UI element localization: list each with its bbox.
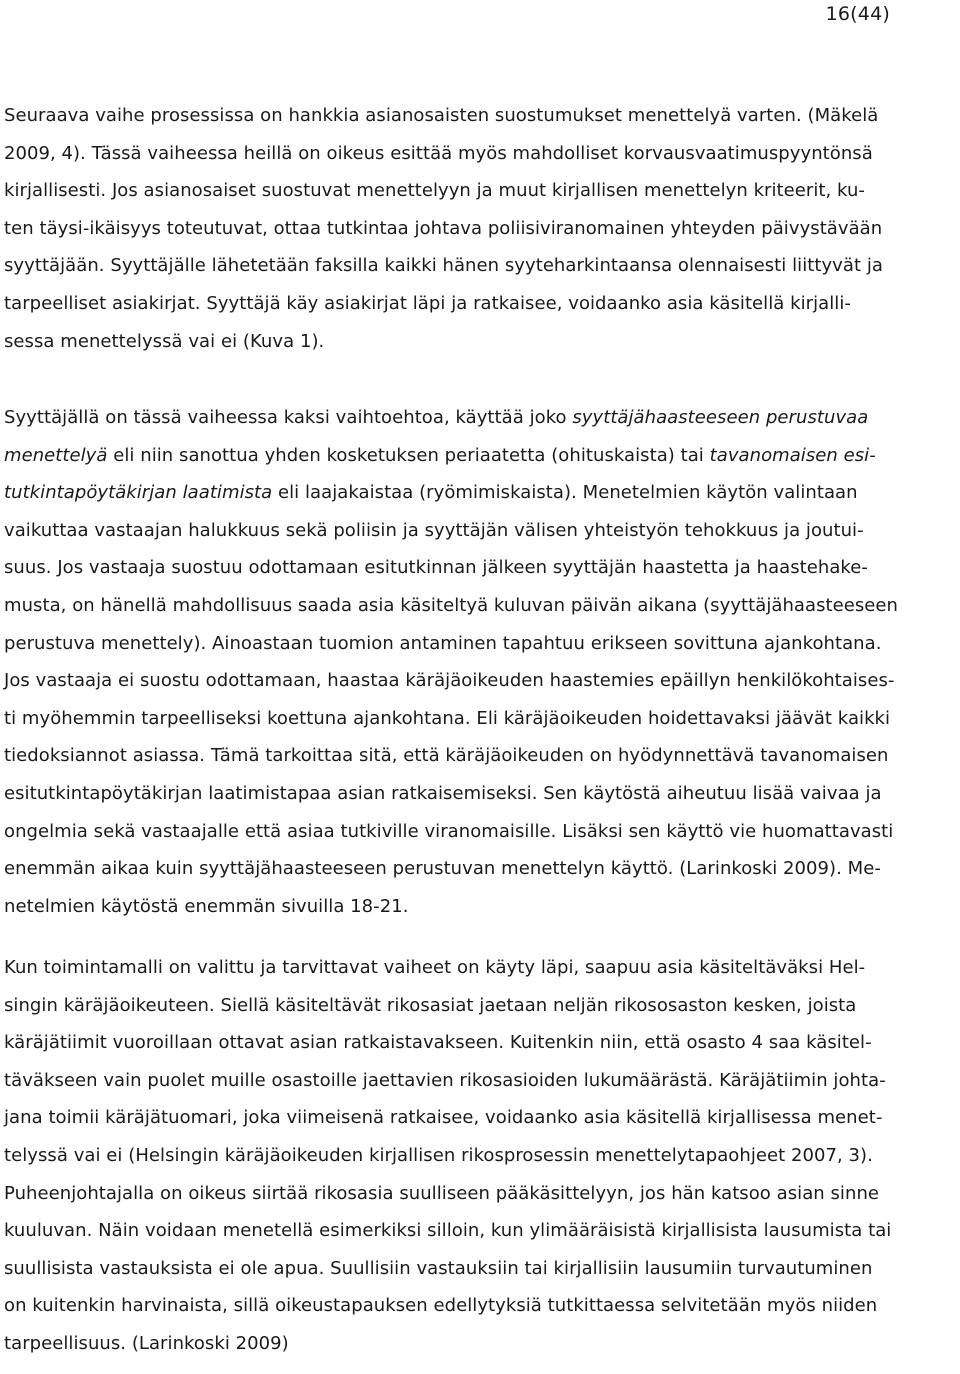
- text-line: jana toimii käräjätuomari, joka viimeisenä ratkaisee, voidaanko asia käsitellä kirjallisessa menet-: [4, 1107, 883, 1129]
- text-line: esitutkintapöytäkirjan laatimistapaa asian ratkaisemiseksi. Sen käytöstä aiheutuu lisää vaivaa ja: [4, 783, 882, 804]
- text-line: telyssä vai ei (Helsingin käräjäoikeuden kirjallisen rikosprosessin menettelytapaohjeet 2007, 3).: [4, 1145, 873, 1166]
- text-line: tiedoksiannot asiassa. Tämä tarkoittaa sitä, että käräjäoikeuden on hyödynnettävä tavanomaisen: [4, 745, 889, 767]
- text-line: vaikuttaa vastaajan halukkuus sekä poliisin ja syyttäjän välisen yhteistyön tehokkuus ja joutui-: [4, 519, 864, 541]
- emphasized-term: tutkintapöytäkirjan laatimista: [4, 482, 273, 504]
- text-line: enemmän aikaa kuin syyttäjähaasteeseen perustuvan menettelyn käyttö. (Larinkoski 2009). Me-: [4, 858, 881, 880]
- text-line: ti myöhemmin tarpeelliseksi koettuna ajankohtana. Eli käräjäoikeuden hoidettavaksi jäävät kaikki: [4, 707, 891, 729]
- text-line: tarpeellisuus. (Larinkoski 2009): [4, 1333, 289, 1354]
- text-line: singin käräjäoikeuteen. Siellä käsiteltävät rikosasiat jaetaan neljän rikososaston kesken, joista: [4, 994, 857, 1016]
- text-line: Jos vastaaja ei suostu odottamaan, haastaa käräjäoikeuden haastemies epäillyn henkilökohtaises-: [4, 670, 895, 692]
- text-run: eli niin sanottua yhden kosketuksen periaatetta (ohituskaista) tai: [107, 444, 710, 466]
- text-line: 2009, 4). Tässä vaiheessa heillä on oikeus esittää myös mahdolliset korvausvaatimuspyyntönsä: [4, 142, 873, 164]
- text-line: sessa menettelyssä vai ei (Kuva 1).: [4, 330, 325, 352]
- emphasized-term: syyttäjähaasteeseen perustuvaa: [572, 407, 869, 428]
- text-line: ten täysi-ikäisyys toteutuvat, ottaa tutkintaa johtava poliisiviranomainen yhteyden päivystävään: [4, 217, 883, 239]
- text-line: käräjätiimit vuoroillaan ottavat asian ratkaistavakseen. Kuitenkin niin, että osasto 4 saa käsitel-: [4, 1032, 872, 1054]
- text-line: netelmien käytöstä enemmän sivuilla 18-21.: [4, 895, 409, 917]
- text-line: Kun toimintamalli on valittu ja tarvittavat vaiheet on käyty läpi, saapuu asia käsiteltäväksi Hel-: [4, 957, 866, 978]
- text-line: suullisista vastauksista ei ole apua. Suullisiin vastauksiin tai kirjallisiin lausumiin turvautuminen: [4, 1257, 873, 1279]
- text-line: Puheenjohtajalla on oikeus siirtää rikosasia suulliseen pääkäsittelyyn, jos hän katsoo asian sinne: [4, 1182, 880, 1204]
- text-line: Seuraava vaihe prosessissa on hankkia asianosaisten suostumukset menettelyä varten. (Mäkelä: [4, 105, 879, 126]
- text-line: kirjallisesti. Jos asianosaiset suostuvat menettelyyn ja muut kirjallisen menettelyn kriteerit, ku-: [4, 180, 865, 202]
- text-line: [4, 444, 876, 468]
- text-line: tarpeelliset asiakirjat. Syyttäjä käy asiakirjat läpi ja ratkaisee, voidaanko asia käsitellä kirjalli-: [4, 293, 851, 314]
- text-line: ongelmia sekä vastaajalle että asiaa tutkiville viranomaisille. Lisäksi sen käyttö vie huomattavasti: [4, 820, 894, 842]
- text-line: syyttäjään. Syyttäjälle lähetetään faksilla kaikki hänen syyteharkintaansa olennaisesti liittyvät ja: [4, 255, 883, 277]
- emphasized-term: menettelyä: [4, 444, 108, 466]
- text-line: perustuva menettely). Ainoastaan tuomion antaminen tapahtuu erikseen sovittuna ajankohtana.: [4, 632, 882, 654]
- page-number: 16(44): [825, 3, 890, 25]
- text-run: Syyttäjällä on tässä vaiheessa kaksi vaihtoehtoa, käyttää joko: [4, 407, 573, 428]
- text-line: täväkseen vain puolet muille osastoille jaettavien rikosasioiden lukumäärästä. Käräjätiimin johta-: [4, 1069, 886, 1091]
- emphasized-term: tavanomaisen esi-: [709, 444, 876, 466]
- text-line: suus. Jos vastaaja suostuu odottamaan esitutkinnan jälkeen syyttäjän haastetta ja haastehake-: [4, 557, 868, 579]
- text-line: [4, 481, 858, 505]
- text-line: on kuitenkin harvinaista, sillä oikeustapauksen edellytyksiä tutkittaessa selvitetään myös niiden: [4, 1295, 878, 1317]
- text-line: kuuluvan. Näin voidaan menetellä esimerkiksi silloin, kun ylimääräisistä kirjallisista lausumista tai: [4, 1220, 892, 1242]
- text-line: [4, 406, 868, 430]
- text-run: eli laajakaistaa (ryömimiskaista). Menetelmien käytön valintaan: [272, 482, 858, 504]
- text-line: musta, on hänellä mahdollisuus saada asia käsiteltyä kuluvan päivän aikana (syyttäjähaasteeseen: [4, 595, 898, 616]
